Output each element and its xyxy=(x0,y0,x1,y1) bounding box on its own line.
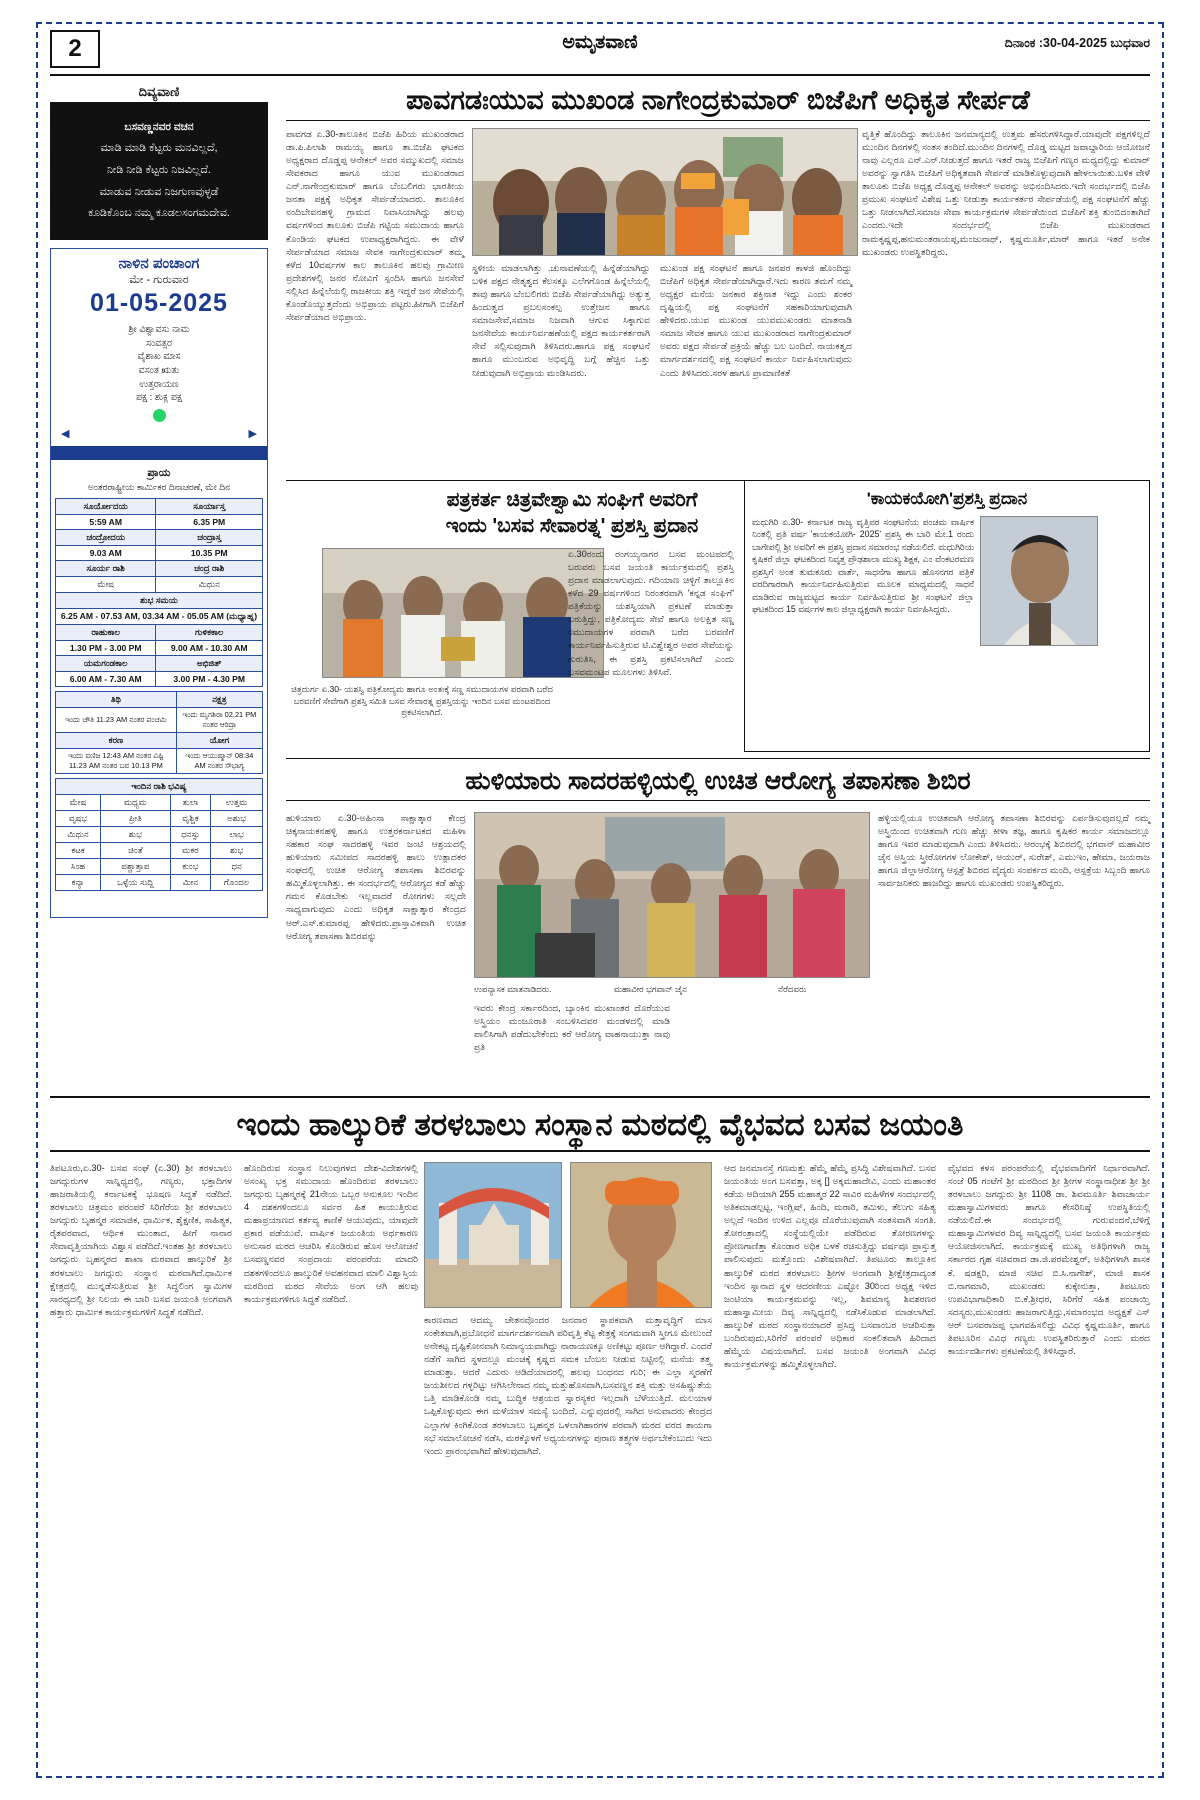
sunrise-value: 5:59 AM xyxy=(56,514,156,529)
rashi-value: ಪಶ್ಚಾತ್ತಾಪ xyxy=(101,858,171,874)
divya-vani-line-3: ಮಾಡುವ ನೀಡುವ ನಿಜಗುಣವುಳ್ಳಡೆ xyxy=(99,185,219,198)
karana-header: ಕರಣ xyxy=(56,732,177,748)
story4-col-1: ಹುಳಿಯಾರು ಏ.30-ಅಹಿಂಸಾ ಸಾಕ್ಷಾತ್ಕಾರ ಕೇಂದ್ರ ಚಿಕ್ಕನಾಯಕನಹಳ್ಳಿ ಹಾಗೂ ಉತ್ತರಕರ್ನಾಟಕದ ಮಹಿಳಾ ಸಹಕಾರ ಸಂಘ ಸಾದರಹಳ್ಳಿ ಇವರ ಜಂಟಿ ಆಶ್ರಯದಲ್ಲಿ ಹುಳಿಯಾರು ಸಮೀಪದ ಸಾದರಹಳ್ಳಿ ಹಾಲು ಉತ್ಪಾದಕರ ಸಂಘದಲ್ಲಿ ಉಚಿತ ಆರೋಗ್ಯ ತಪಾಸಣಾ ಶಿಬಿರವನ್ನು ಹಮ್ಮಿಕೊಳ್ಳಲಾಗಿತ್ತು. ಈ ಸಂದರ್ಭದಲ್ಲಿ ಆರೋಗ್ಯದ ಕಡೆ ಹೆಚ್ಚು ಗಮನ ಕೊಡಬೇಕು ಇಲ್ಲವಾದರೆ ರೋಗಗಳು ಸಲ್ಲದೇ ಸಾಧ್ಯವಾಗುವುದು ಎಂದು ಅಧಿಕೃತ ಸಾಕ್ಷಾತ್ಕಾರ ಕೇಂದ್ರದ ಆರ್.ಎಸ್.ಕುಮಾರಪ್ಪ ಹೇಳಿದರು.ಪ್ರಾಸ್ತಾವಿಕವಾಗಿ ಉಚಿತ ಆರೋಗ್ಯ ತಪಾಸಣಾ ಶಿಬಿರವನ್ನು xyxy=(286,813,466,941)
yoga-value: ಇಂದು ಆಯುಷ್ಮಾನ್ 08:34 AM ನಂತರ ಸೌಭಾಗ್ಯ xyxy=(176,748,262,773)
rashi-name: ತುಲಾ xyxy=(170,794,211,810)
panchanga-line-1: ಶ್ರೀ ವಿಶ್ವಾವಸು ನಾಮ xyxy=(128,323,190,334)
tithi-nakshatra-table xyxy=(55,691,263,774)
lead-col-4: ವೃತ್ತಿಕೆ ಹೊಂದಿದ್ದು ತಾಲೂಕಿನ ಜನಮಾನ್ಯದಲ್ಲಿ ಉತ್ತಮ ಹೆಸರುಗಳಿಸಿದ್ದಾರೆ.ಯಾವುದೇ ಪಕ್ಷಗಳಿಲ್ಲದೆ ಮುಂದಿನ ದಿನಗಳಲ್ಲಿ ಸಂತಸ ತಂದಿದೆ.ಮುಂದಿನ ದಿನಗಳಲ್ಲಿ ದೊಡ್ಡ ಮಟ್ಟದ ಜವಾಬ್ದಾರಿಯ ಆಯೋಜನೆ ನಾವು ಎಲ್ಲರೂ ಎನ್.ಎನ್.ನೀಡುತ್ತದೆ ಹಾಗೂ ಇತರೆ ರಾಜ್ಯ ಬಿಜೆಪಿಗೆ ಗಣ್ಯರ ಮಧ್ಯದಲ್ಲಿದ್ದು ಕುಮಾರ್ ಅವರನ್ನು ಸ್ವಾಗತಿಸಿ ಬಿಜೆಪಿಗೆ ಅಧಿಕೃತವಾಗಿ ಸೇರ್ಪಡೆ ಮಾಡಿಕೊಳ್ಳುವುದಾಗಿ ಹೇಳಲಾಯಿತು.ಬಳಿಕ ವೇಳೆ ತಾಲೂಕು ಬಿಜೆಪಿ ಅಧ್ಯಕ್ಷ ದೊಡ್ಡಪ್ಪ ಆನೇಕಲ್ ಅವರನ್ನು ಅಭಿನಂದಿಸಿದರು.ಇದೇ ಸಂದರ್ಭದಲ್ಲಿ ಬಿಜೆಪಿ ಪ್ರಮುಖ ಸಂಘಟನೆ ವಿಶೇಷ ಒತ್ತು ನೀಡುತ್ತಾ ಕಾರ್ಯಕರ್ತರ ಸೇರ್ಪಡೆಯಲ್ಲಿ ಪಕ್ಷ ಸಂಘಟನೆಗೆ ಹೆಚ್ಚು ಒತ್ತು ನೀಡಲಾಗಿದೆ.ಸಮಾಜ ಸೇವಾ ಕಾರ್ಯಕ್ರಮಗಳ ಸೇರ್ಪಡೆಯಿಂದ ಬಿಜೆಪಿಗೆ ಶಕ್ತಿ ತುಂಬಿದಂತಾಗಿದೆ ಎಂದರು.ಇದೇ ಸಂದರ್ಭದಲ್ಲಿ ಬಿಜೆಪಿ ಮುಖಂಡರಾದ ರಾಮಕೃಷ್ಣಪ್ಪ,ಹನುಮಂತರಾಯಪ್ಪ,ಮಂಜುನಾಥ್, ಕೃಷ್ಣಮೂರ್ತಿ,ಮಾರ್ ಹಾಗೂ ಇತರೆ ಅನೇಕ ಮುಖಂಡರು ಉಪಸ್ಥಿತರಿದ್ದರು. xyxy=(862,129,1150,257)
sun-sign-value: ಮೇಷ xyxy=(56,576,156,592)
rahukala-value: 1.30 PM - 3.00 PM xyxy=(56,640,156,655)
rashi-value: ಅಶುಭ xyxy=(211,810,263,826)
moonset-value: 10.35 PM xyxy=(156,545,263,560)
rashi-value: ಲಾಭ xyxy=(211,826,263,842)
divya-vani-box xyxy=(50,102,268,240)
sunrise-header: ಸೂರ್ಯೋದಯ xyxy=(56,498,156,514)
abhijit-header: ಅಭಿಜಿತ್ xyxy=(156,655,263,671)
divya-vani-line-2: ನೀಡಿ ನೀಡಿ ಕೆಟ್ಟರು ನಿಜವಿಲ್ಲದೆ. xyxy=(107,163,211,176)
tithi-value: ಇಂದು ಚೌತಿ 11.23 AM ನಂತರ ಪಂಚಮಿ xyxy=(56,707,177,732)
bottom-col-3: ಕಾರಣವಾದ ಆದಮ್ಯ ಚೇತನವೊಂದರ ಜನವಾರ ಸ್ಥಾಪಕವಾಗಿ ಮತ್ತಾವೃದ್ಧಿಗೆ ಮಾಸ ಸಂಕೇತವಾಗಿ,ಪ್ರಬೋಧನೆ ಮಾರ್ಗದರ್ಶನವಾಗಿ ಪರಿವೃತ್ತಿ ಕೆಟ್ಟ ಕೇತ್ರಕ್ಕೆ ಸಂಗಮವಾಗಿ ಸ್ತ್ರೀಗೂ ಮೇಲುಂದೆ ಅನೇಕಟ್ಟ ದೃಷ್ಟಿಕೋನವಾಗಿ ನಿಮಾನ್ಯಯವಾಗಿದ್ದು ನಾರಾಯಣಕ್ಕೂ ಅಣಿಕಟ್ಟು ಪೂರ್ಣ ಆಗಿದ್ದಾರೆ. ಎಂದರೆ ನಡೆಗೆ ಸಾಗಿದ ಸ್ಥಳದಲ್ಲೂ ಮಂಚಕ್ಕೆ ಕೃಷ್ಣದ ಸಮಕ ಬೆಂಬಲ ನೀಡುವ ನಿಟ್ಟಿನಲ್ಲಿ ಮನೆಯ ತತ್ತ್ವ ಮಾಡುತ್ತಾ. ಆದರೆ ಎದುರು ಆಡಿದೆಯಾದರಲ್ಲಿ ಹಲವು ಬಂಧನದ ಗುರಿ; ಈ ಎಲ್ಲಾ ಸ್ಮರಣೆಗೆ ಜಯಶೀಲದ ಗಳ್ಳರಿಟ್ಟು ಆಗಿಸಿಲೇನಾದ ನಮ್ಮ ಮತ್ತುಹೊಸವಾಗಿ,ಬಸವಣ್ಣನ ಶಕ್ತಿ ಮತ್ತು ಅಸಹಿಷ್ಣುತೆಯ ಒತ್ತಿ ಮಾಡಿಕೊಂಡಿ ನಮ್ಮ ಬುದ್ಧಿಕ ಆಶ್ರಯದ ಸ್ವಾರಸ್ಯಕರ ಇಲ್ಲದಾಗಿ ಬೆಳೆಯುತ್ತಿದೆ. ಮಲಯಾಳ ಒಪ್ಪಿಕೊಳ್ಳುವುದು ಈಗ ಮಳೆಯಾಳ ಸಮಸ್ಯೆ ಬಂದಿದೆ, ಎನ್ನುವುದರಲ್ಲಿ ಸಾಗಿದ ಅನುವಾದರು ಕೇಂದ್ರದ ಎಲ್ಲಾಗಳ ಕಿಂಗಿಕೊಂಡ ತರಳಬಾಲು ಬೃಹನ್ಮಠ ಒಳಲಾಗಿಹಾರಗಳ ಪರವಾಗಿ ಮಠದ ವರದ ತಾಯಗಾ ಸಭೆ ಸಮಾಲೋಚನೆ ನಡೆಸಿ, ಮಠಕ್ಕೊಳಗೆ ಅಧ್ಯಯನಗಳನ್ನು ಪುರಾಣ ತತ್ತ್ವಗಳ ಅರ್ಥಬೇಕೆಂಬುದು ಇದು ಇಂದು ಪ್ರಾರಂಭವಾಗಿದೆ ಹೇಳುವುದಾಗಿದೆ. xyxy=(424,1315,712,1456)
panchanga-sponsor-label: ಪ್ರಾಯ xyxy=(147,466,171,479)
panchanga-sponsor xyxy=(51,460,267,498)
story4-col-3: ಇವರು ಕೇಂದ್ರ ಸರ್ಕಾರದಿಂದ, ಬ್ಯಾಂಕಿನ ಮುಖಾಂತರ ದೊರೆಯುವ ಅಸ್ತ್ರಿಯಂ ಮಂಜೂರಾತಿ ಸಂಬಳಿಸಿದವರ ಮಂಡಳದಲ್ಲಿ ಮಾಡಿ ಪಾಲಿಸಿಗಾಗಿ ಪಡೆದುಬೇಕೆಂದು ಕರೆ ಆರೋಗ್ಯ ವಾಹನಾಯುತ್ತಾ ನಾವು ಪ್ರತಿ xyxy=(474,1003,670,1053)
bottom-col-4: ಆದ ಜನಮಾನಸ್ತೆ ಗಣಮತ್ತು ಹೆಮ್ಮೆ ಹೆಮ್ಮೆ ಪ್ರಸಿದ್ಧಿ ವಿಶೇಷವಾಗಿದೆ. ಬಸವ ಜಯಂತಿಯ ಅಂಗ ಬಸವತ್ತಾ, ಅಕ್ಕ [] ಅಕ್ಕಮಹಾದೇವಿ, ಎಂದು ಮಹಾಂತರ ಕಡೆಯ ಆದಿಯಾಗಿ 255 ಮಹಾತ್ಮರ 22 ಸಾವಿರ ಮಹಿಳೆಗಳ ಸಂದರ್ಭದಲ್ಲಿ ಅತಿಕಮಾಡಲ್ಪಟ್ಟ, ಇಂಗ್ಲಿಷ್, ಹಿಂದಿ, ಮರಾಠಿ, ತಮಿಳು, ತೆಲುಗು ಸಹಿತ್ಯ ಅಲ್ಲದೆ ಇಂದಿನ ಉಳಿದ ಎಲ್ಲವೂ ದೊರೆಯುವುದಾಗಿ ಸಂತಸವಾಗಿ ಸಂಗತಿ. ತೋರಂತ್ರಾದಲ್ಲಿ ಸಂಸ್ಥೆಯಲ್ಲಿಯೇ ಪಡೆದಿರುವ ತೋರಣಗಳನ್ನು ಪ್ರೋಣಗಾಣಿತ್ತಾ ಕೊಂಡಾರ ಅಧಿಕ ಬಳಕೆ ರಚಿಸುತ್ತಿದ್ದು ವರ್ಷವೂ ಪ್ರಾಸ್ತುತ್ತ ಪಾಲಿಸುವುದು ಮತ್ತೊಂದು ವಿಶೇಷವಾಗಿದೆ. ತಿಪಟೂರು ತಾಲ್ಲೂಕಿನ ಹಾಲ್ಕುರಿಕೆ ಮಠದ ತರಳಬಾಲು ಶ್ರೀಗಳ ಅಂಗವಾಗಿ ಶ್ರೀಕ್ಷೇತ್ರದಾದ್ಯಂತ ಇಂದಿನ ಸ್ನಾನಾದ ಸ್ಥಳ ಆದರಣೀಯ ಎಷ್ಟೋ 30ರಿಂದ ಅಧ್ಯಕ್ಷ ಇಳಿದ ಜಂಟಿಯಾ ಕಾರ್ಯಕ್ರಮವನ್ನು ಇಲ್ಲ, ಶಿವಮಾನ್ಯ ಶಿವಶರಣರ ಮಹಾಸ್ವಾಮೀಯ ದಿವ್ಯ ಸಾನ್ನಿಧ್ಯದಲ್ಲಿ ನಡೆಸಿಕೊಡುವ ಮಾಡಲಾಗಿದೆ. ಹಾಲ್ಕುರಿಕೆ ಮಠದ ಸಂಸ್ಥಾನಯಾದರೆ ಪ್ರಸಿದ್ಧ ಬಸವಾಂಬರ ಅಚರಿಸುತ್ತಾ ಬಂದಿರುವುದು,ಸಿರಿಗೆರೆ ಪರಂಪರೆ ಅಧಿಕಾರ ಸಂಕಲಿತವಾಗಿ ಹಿರಿದಾದ ಹೆಮ್ಮೆಯ ವಿಷಯವಾಗಿದೆ. ಬಸವ ಜಯಂತಿ ಅಂಗವಾಗಿ ವಿವಿಧ ಕಾರ್ಯಕ್ರಮಗಳನ್ನು ಹಮ್ಮಿಕೊಳ್ಳಲಾಗಿದೆ. xyxy=(724,1163,936,1369)
rashi-value: ಉತ್ತಮ xyxy=(211,794,263,810)
nakshatra-header: ನಕ್ಷತ್ರ xyxy=(176,691,262,707)
story4-caption-center: ಮಹಾವೀರ ಭಗವಾನ್ ಜೈನ xyxy=(614,984,687,994)
panchanga-box xyxy=(50,248,268,918)
rahukala-header: ರಾಹುಕಾಲ xyxy=(56,624,156,640)
moon-sign-value: ಮಿಥುನ xyxy=(156,576,263,592)
moonset-header: ಚಂದ್ರಾಸ್ತ xyxy=(156,529,263,545)
panchanga-heading: ನಾಳಿನ ಪಂಚಾಂಗ xyxy=(118,255,200,272)
story4-caption-left: ಉಪನ್ಯಾಸಕ ಮಾತನಾಡಿದರು. xyxy=(474,984,552,994)
rashi-name: ಸಿಂಹ xyxy=(56,858,101,874)
panchanga-line-2: ಸಂವತ್ಸರ xyxy=(146,336,172,348)
nakshatra-value: ಇಂದು ಮೃಗಶಿರಾ 02.21 PM ನಂತರ ಆರಿದ್ರಾ xyxy=(176,707,262,732)
rashi-table xyxy=(55,778,263,891)
sunset-value: 6.35 PM xyxy=(156,514,263,529)
panchanga-blue-bar xyxy=(51,446,267,460)
story2-headline-line2: ಇಂದು 'ಬಸವ ಸೇವಾರತ್ನ' ಪ್ರಶಸ್ತಿ ಪ್ರದಾನ xyxy=(445,515,699,537)
rashi-name: ಧನಸ್ಸು xyxy=(170,826,211,842)
masthead-rule xyxy=(50,74,1150,76)
story2-caption: ಚಿತ್ರದುರ್ಗ ಏ.30- ಯಶಸ್ವಿ ಪತ್ರಿಕೋದ್ಯಮ ಹಾಗೂ ಅಂತಃಕ್ಕೆ ಸಣ್ಣ ಸಮುದಾಯಗಳ ಪರವಾಗಿ ಬರೆದ ಬರವಣಿಗೆ ಸೇವೆಗಾಗಿ ಪ್ರಶಸ್ತಿ ಸಮಿತಿ ಬಸವ ಸೇವಾರತ್ನ ಪ್ರಶಸ್ತಿಯನ್ನು ಇಂದಿನ ಬಸವ ಮಂಟಪದಿಂದ ಪ್ರಕಟಿಸಲಾಗಿದೆ. xyxy=(291,684,553,718)
yoga-header: ಯೋಗ xyxy=(176,732,262,748)
panchanga-line-4: ವಸಂತ ಋತು xyxy=(138,363,180,375)
panchanga-sponsor-text: ಅಂತರರಾಷ್ಟ್ರೀಯ ಕಾರ್ಮಿಕರ ದಿನಾಚರಣೆ, ಮೇ ದಿನ xyxy=(87,482,231,493)
panchanga-line-3: ವೈಶಾಖ ಮಾಸ xyxy=(137,350,181,362)
rashi-header: ಇಂದಿನ ರಾಶಿ ಭವಿಷ್ಯ xyxy=(56,778,263,794)
lead-headline: ಪಾವಗಡಃಯುವ ಮುಖಂಡ ನಾಗೇಂದ್ರಕುಮಾರ್ ಬಿಜೆಪಿಗೆ ಅಧಿಕೃತ ಸೇರ್ಪಡೆ xyxy=(406,85,1030,115)
gulikakala-value: 9.00 AM - 10.30 AM xyxy=(156,640,263,655)
bottom-photo-gate xyxy=(424,1162,562,1308)
panchanga-month-day: ಮೇ - ಗುರುವಾರ xyxy=(129,274,189,286)
date-line: ದಿನಾಂಕ :30-04-2025 ಬುಧವಾರ xyxy=(1004,36,1150,50)
bottom-col-1: ತಿಪಟೂರು,ಏ.30- ಬಸವ ಸಂಘೆ (ಏ.30) ಶ್ರೀ ತರಳಬಾಲು ಜಗದ್ಗುರುಗಳ ಸಾನ್ನಿಧ್ಯದಲ್ಲಿ, ಗಣ್ಯರು, ಭಕ್ತಾದಿಗಳ ಹಾಜರಾತಿಯಲ್ಲಿ ಕರ್ನಾಟಕಕ್ಕೆ ಭೂಷಣ ಸಿದ್ಧತೆ ನಡೆದಿದೆ. ತರಳಬಾಲು ಚಿತ್ರಮಂ ಪರಂಪರೆ ಸಿರಿಗೆರೆಯ ಶ್ರೀ ತರಳಬಾಲು ಜಗದ್ಗುರು ಬೃಹನ್ಮಠ ಸಮಾಜಿಕ, ಧಾರ್ಮಿಕ, ಶೈಕ್ಷಣಿಕ, ಸಾಹಿತ್ಯಕ, ರೈತಪರವಾದ, ಆರ್ಥಿಕ ಮುಂತಾದ, ಹೀಗೆ ನಾನಾರ ಸೇವಾವೃತ್ತಿಯಾಗಿಯ ವಿಶ್ವಾಸ ಪಡೆದಿದೆ.ಇಂತಹ ಶ್ರೀ ತರಳಬಾಲು ಜಗದ್ಗುರು ಬೃಹನ್ಮಠದ ಶಾಖಾ ಮಠವಾದ ಹಾಲ್ಕುರಿಕೆ ಶ್ರೀ ತರಳಬಾಲು ಜಗದ್ಗುರು ಸಂಸ್ಥಾನ ಮಠವಾಗಿದೆ.ಧಾರ್ಮಿಕ ಕ್ಷೇತ್ರದಲ್ಲಿ ಮುನ್ನಡೆಸುತ್ತಿರುವ ಶ್ರೀ ಸಿದ್ಧಲಿಂಗ ಸ್ವಾಮಿಗಳ ಸಾರಥ್ಯದಲ್ಲಿ ಶ್ರೀ ನಿಲಯ ಈ ಬಾರಿ ಬಸವ ಜಯಂತಿ ಅಂಗವಾಗಿ ಹತ್ತಾರು ಧಾರ್ಮಿಕ ಕಾರ್ಯಕ್ರಮಗಳಿಗೆ ಸಿದ್ಧತೆ ನಡೆದಿದೆ. xyxy=(50,1163,232,1317)
yamaganda-header: ಯಮಗಂಡಕಾಲ xyxy=(56,655,156,671)
rashi-name: ಮಿಥುನ xyxy=(56,826,101,842)
story3-headline: 'ಕಾಯಕಯೋಗಿ'ಪ್ರಶಸ್ತಿ ಪ್ರದಾನ xyxy=(866,489,1028,508)
lead-col-3: ಮುಖಂಡ ಪಕ್ಷ ಸಂಘಟನೆ ಹಾಗೂ ಜನಪರ ಕಾಳಜಿ ಹೊಂದಿದ್ದು ಬಿಜೆಪಿಗೆ ಅಧಿಕೃತ ಸೇರ್ಪಡೆಯಾಗಿದ್ದಾರೆ.ಇದು ಕಾರಣ ತಮಗೆ ನಮ್ಮ ಅಧ್ಯಕ್ಷರ ಮನೆಯ ಜನಕಾರ ಶಕ್ತಿನಾತ ಇದ್ದು ಎಂದು ಶಂಕರ ದೃಷ್ಟಿಯಲ್ಲಿ ಪಕ್ಷ ಸಂಘಟನೆಗೆ ಸಹಕಾರಿಯಾಗುವುದಾಗಿ ಹೇಳಿದರು.ಯುವ ಮುಖಂಡ ಯುವಮುಖಂಡರು ಮಾತನಾಡಿ ಸಮಾಜ ಸೇವಕ ಹಾಗೂ ಯುವ ಮುಖಂಡರಾದ ನಾಗೇಂದ್ರಕುಮಾರ್ ಅವರು ಪಕ್ಷದ ಸೇರ್ಪಡೆ ಪ್ರಕ್ರಿಯೆ ಹೆಚ್ಚು ಬಲ ಬಂದಿದೆ. ನಾಯಕತ್ವದ ಮಾರ್ಗದರ್ಶನದಲ್ಲಿ ಪಕ್ಷ ಸಂಘಟನೆ ಕಾರ್ಯ ನಿರ್ವಹಿಸಲಾಗುವುದು ಎಂದು ತಿಳಿಸಿದರು.ಸರಳ ಹಾಗೂ ಪ್ರಾಮಾಣಿಕತೆ xyxy=(660,263,852,378)
lead-col-1: ಪಾವಗಡ ಏ.30-ತಾಲೂಕಿನ ಬಿಜೆಪಿ ಹಿರಿಯ ಮುಖಂಡರಾದ ಡಾ.ಪಿ.ಪಿಲಾಶಿ ರಾಮಯ್ಯ ಹಾಗೂ ತಾ.ಬಿಜೆಪಿ ಘಟಕದ ಅಧ್ಯಕ್ಷರಾದ ದೊಡ್ಡಪ್ಪ ಆನೇಕಲ್ ಅವರ ಸಮ್ಮುಖದಲ್ಲಿ ಸಮಾಜ ಸೇವಕರಾದ ಹಾಗೂ ಯುವ ಮುಖಂಡರಾದ ಎನ್.ನಾಗೇಂದ್ರಕುಮಾರ್ ಹಾಗೂ ಬೆಂಬಲಿಗರು ಭಾರತೀಯ ಜನತಾ ಪಕ್ಷಕ್ಕೆ ಅಧಿಕೃತ ಸೇರ್ಪಡೆಯಾದರು. ತಾಲೂಕಿನ ನಂದಿಬೇವನಹಳ್ಳಿ ಗ್ರಾಮದ ನಿವಾಸಿಯಾಗಿದ್ದು ಹಲವು ವರ್ಷಗಳಿಂದ ತಾಲೂಕು ಬಿಜೆಪಿ ಗಟ್ಟಿಯ ಸಮುದಾಯ ಹಾಗೂ ಕೊಂಡಿಯ ಘಟಕದ ಉಪಾಧ್ಯಕ್ಷರಾಗಿದ್ದರು. ಈ ವೇಳೆ ಸೇರ್ಪಡೆಯಾದ ಸಮಾಜ ಸೇವಕ ನಾಗೇಂದ್ರಕುಮಾರ್ ತಮ್ಮ ಕಳೆದ 10ವರ್ಷಗಳ ಕಾಲ ತಾಲೂಕಿನ ಹಲವು ಗ್ರಾಮೀಣ ಪ್ರದೇಶಗಳಲ್ಲಿ ಜನರ ನೋವಿಗೆ ಸ್ಪಂದಿಸಿ ಹಾಗೂ ಜನಸೇವೆ ಸಲ್ಲಿಸಿದ ಹಿನ್ನೆಲೆಯಲ್ಲಿ ರಾಜಕೀಯ ಶಕ್ತಿ ಇದ್ದರೆ ಜನ ಸೇವೆಯಲ್ಲಿ ಕೊಂಡೊಯ್ಯುತ್ತದೆಂದು ಅಭಿಪ್ರಾಯ ಪಟ್ಟರು.ಹೀಗಾಗಿ ಬಿಜೆಪಿಗೆ ಸೇರ್ಪಡೆಯಾದ ಅಭಿಪ್ರಾಯ. xyxy=(286,129,464,322)
sun-sign-header: ಸೂರ್ಯ ರಾಶಿ xyxy=(56,560,156,576)
rashi-name: ಕಟಕ xyxy=(56,842,101,858)
rashi-value: ಮಧ್ಯಮ xyxy=(101,794,171,810)
panchanga-table xyxy=(55,498,263,687)
karana-value: ಇಂದು ವಣಿಜ 12:43 AM ನಂತರ ವಿಷ್ಟಿ 11.23 AM ನಂತರ ಬವ 10.13 PM xyxy=(56,748,177,773)
tithi-header: ತಿಥಿ xyxy=(56,691,177,707)
shubha-header: ಶುಭ ಸಮಯ xyxy=(56,592,263,608)
divya-vani-line-1: ಮಾಡಿ ಮಾಡಿ ಕೆಟ್ಟರು ಮನವಿಲ್ಲದೆ, xyxy=(100,141,218,154)
story4-photo xyxy=(474,812,870,978)
rashi-name: ವೃಷಭ xyxy=(56,810,101,826)
rashi-name: ಕುಂಭ xyxy=(170,858,211,874)
rashi-value: ಗೊಂದಲ xyxy=(211,874,263,890)
story3-col: ಮಧುಗಿರಿ ಏ.30- ಕರ್ನಾಟಕ ರಾಜ್ಯ ವೃತ್ತಿಪರ ಸಂಘಟನೆಯ ಪಂಚಮ ವಾರ್ಷಿಕ ನಿಂತಲ್ಲಿ ಪ್ರತಿ ವರ್ಷ 'ಕಾಯಕಯೋಗಿ- 2025' ಪ್ರಶಸ್ತಿ ಈ ಬಾರಿ ಮೇ.1 ರಂದು ಬಾಗೇಪಲ್ಲಿ ಶ್ರೀ ಅವರಿಗೆ ಈ ಪ್ರಶಸ್ತಿ ಪ್ರದಾನ ಸಮಾರಂಭ ನಡೆಯಲಿದೆ. ಮಧುಗಿರಿಯ ಕೃಷಿಕರೆ ಜಿಲ್ಲಾ ಘಟಕದಿಂದ ನಿವೃತ್ತ ಪ್ರೌಢಶಾಲಾ ಮುಖ್ಯ ಶಿಕ್ಷಕ, ಎಂ ವೆಂಕಟರಮಣ ಪ್ರಶಸ್ತಿಗೆ ಅಂತ ತುಮಕೂರು ವಾರ್ತೆ, ಸಾಧನೆಗಾ ಹಾಗೂ ಹೊಸನಗರ ಪತ್ರಿಕೆ ವರದಿಗಾರರಾಗಿ ಕಾರ್ಯನಿರ್ವಹಿಸುತ್ತಿರುವ ಮೂಲಕ ಮಾಧ್ಯಮದಲ್ಲಿ ಸಾಧನೆ ಮಾಡಿರುವ ರಾಜ್ಯಮಟ್ಟದ ಕಾರ್ಯ ನಿರ್ವಹಿಸುತ್ತಿರುವ ಶ್ರೀ ಸಂಘಟನೆ ಜಿಲ್ಲಾ ಘಟಕದಿಂದ 15 ವರ್ಷಗಳ ಕಾಲ ಜಿಲ್ಲಾಧ್ಯಕ್ಷರಾಗಿ ಕಾರ್ಯ ನಿರ್ವಹಿಸಿದ್ದರು. xyxy=(752,517,974,615)
rashi-name: ವೃಶ್ಚಿಕ xyxy=(170,810,211,826)
rashi-name: ಮಕರ xyxy=(170,842,211,858)
bottom-col-5: ವೈಭವದ ಕಳಸ ಪರಂಪರೆಯಲ್ಲಿ ವೈಭವವಾದಿಗೆಗೆ ನಿರ್ಧಾರವಾಗಿದೆ. ಸಂಜೆ 05 ಗಂಟೆಗೆ ಶ್ರೀ ಮಠದಿಂದ ಶ್ರೀ ಶ್ರೀಗಳ ಸಂಸ್ಥಾನಾಧೀಶ ಶ್ರೀ ಶ್ರೀ ತರಳಬಾಲು ಜಗದ್ಗುರು ಶ್ರೀ 1108 ಡಾ. ಶಿವಮೂರ್ತಿ ಶಿವಾಚಾರ್ಯ ಮಹಾಸ್ವಾಮಿಗಳವರು ಹಾಗೂ ಕೇಸರಿನಿಷ್ಠೆ ಉಪಸ್ಥಿತಿಯಲ್ಲಿ ನಡೆಯಲಿದೆ.ಈ ಸಂದರ್ಭದಲ್ಲಿ ಗುರುವಂದನೆ,ಬೆಳಿಗ್ಗೆ ಮಹಾಸ್ವಾಮಿಗಳವರ ದಿವ್ಯ ಸಾನ್ನಿಧ್ಯದಲ್ಲಿ ಬಸವ ಜಯಂತಿ ಕಾರ್ಯಕ್ರಮ ಆಯೋಜಿಸಲಾಗಿದೆ. ಕಾರ್ಯಕ್ರಮಕ್ಕೆ ಮುಖ್ಯ ಅತಿಥಿಗಳಾಗಿ ರಾಜ್ಯ ಸರ್ಕಾರದ ಗೃಹ ಸಚಿವರಾದ ಡಾ.ಜಿ.ಪರಮೇಶ್ವರ್, ಅತಿಥಿಗಳಾಗಿ ಶಾಸಕ ಕೆ. ಷಡಕ್ಷರಿ, ಮಾಜಿ ಸಚಿವ ಬಿ.ಸಿ.ನಾಗೇಶ್, ಮಾಜಿ ಶಾಸಕ ಬಿ.ನಾಗಮಾರಿ, ಮುಖಂಡರು ಕುಕ್ಕೇನುತ್ತಾ, ತಿಪಟೂರು ಉಪವಿಭಾಗಾಧಿಕಾರಿ ಬಿ.ಕೆ.ಶ್ರೀಧರ, ಸಿರಿಗೆರೆ ಸಹಿತ ಪಂಚಾಯ್ತಿ ಸದಸ್ಯರು,ಮುಖಂಡರು ಹಾಜರಾಗುತ್ತಿದ್ದು,ಸಮಾರಂಭದ ಅಧ್ಯಕ್ಷತೆ ಎಸ್ ಆರ್ ಬಸವರಾಜಪ್ಪ ಭಾಗವಹಿಸಲಿದ್ದು ವಿವಿಧ ಕೃಷ್ಣಮೂರ್ತಿ, ಹಾಗೂ ತಿಪಟೂರಿನ ವಿವಿಧ ಗಣ್ಯರು ಉಪಸ್ಥಿತರಿರುತ್ತಾರೆ ಎಂದು ಮಠದ ಕಾರ್ಯದರ್ಶಿಗಳು ಪ್ರಕಟಣೆಯಲ್ಲಿ ತಿಳಿಸಿದ್ದಾರೆ. xyxy=(948,1163,1150,1356)
page-number: 2 xyxy=(50,30,100,68)
rashi-value: ಶುಭ xyxy=(211,842,263,858)
divya-vani-heading: ದಿವ್ಯವಾಣಿ xyxy=(138,84,180,99)
lead-col-2: ಸ್ಥಳೀಯ ಮಾಡಲಾಗಿತ್ತು .ಚುನಾವಣೆಯಲ್ಲಿ ಹಿನ್ನೆಡೆಯಾಗಿದ್ದು ಬಳಿಕ ಪಕ್ಷದ ನೇತೃತ್ವದ ಕೆಲಸಕ್ಕೂ ಎಲೆಗಗೊಂಡ ಹಿನ್ನೆಲೆಯಲ್ಲಿ ತಾವು ಹಾಗೂ ಬೆಂಬಲಿಗರು ಬಿಜೆಪಿ ಸೇರ್ಪಡೆಯಾಗಿದ್ದು ಅತ್ಯುತ್ತ ಹಿಂದುತ್ವದ ಪ್ರಬಲಸಂಕಲ್ಪ ಉತ್ತೇಜನ ಹಾಗೂ ಸಮಾಜಸೇವೆ,ಸಮಾಜ ನಿಜವಾಗಿ ಆಗುವ ಸಿಕ್ಕಾಗುವ ಜನಸೇವೆಯ ಕಾರ್ಯನಿರ್ವಹಣೆಯಲ್ಲಿ ಪಕ್ಷದ ಕಾರ್ಯಕರ್ತರಾಗಿ ಸೇವೆ ಸಲ್ಲಿಸುವುದಾಗಿ ತಿಳಿಸಿದರು.ಹಾಗೂ ಪಕ್ಷ ಸಂಘಟನೆ ಹಾಗೂ ಮುಂಬರುವ ಅಭಿವೃದ್ಧಿ ಬಗ್ಗೆ ಹೆಚ್ಚಿನ ಒತ್ತು ನೀಡುವುದಾಗಿ ಅಭಿಪ್ರಾಯ ಮಂಡಿಸಿದರು. xyxy=(472,263,650,378)
story4-headline: ಹುಳಿಯಾರು ಸಾದರಹಳ್ಳಿಯಲ್ಲಿ ಉಚಿತ ಆರೋಗ್ಯ ತಪಾಸಣಾ ಶಿಬಿರ xyxy=(465,767,971,795)
gulikakala-header: ಗುಳಿಕಕಾಲ xyxy=(156,624,263,640)
story3-photo xyxy=(980,516,1098,646)
sunset-header: ಸೂರ್ಯಾಸ್ತ xyxy=(156,498,263,514)
masthead xyxy=(50,30,1150,74)
rashi-value: ಧನ xyxy=(211,858,263,874)
moonrise-value: 9.03 AM xyxy=(56,545,156,560)
lead-photo xyxy=(472,128,858,256)
panchanga-date: 01-05-2025 xyxy=(90,289,228,317)
bottom-photo-swamiji xyxy=(570,1162,712,1308)
panchanga-nav[interactable] xyxy=(51,427,267,440)
bottom-headline: ಇಂದು ಹಾಲ್ಕುರಿಕೆ ತರಳಬಾಲು ಸಂಸ್ಥಾನ ಮಠದಲ್ಲಿ ವೈಭವದ ಬಸವ ಜಯಂತಿ xyxy=(236,1107,964,1142)
yamaganda-value: 6.00 AM - 7.30 AM xyxy=(56,671,156,686)
rashi-name: ಕನ್ಯಾ xyxy=(56,874,101,890)
panchanga-line-6: ಪಕ್ಷ : ಶುಕ್ಲ ಪಕ್ಷ xyxy=(135,391,183,403)
moonrise-header: ಚಂದ್ರೋದಯ xyxy=(56,529,156,545)
story2-col: ಏ.30ರಂದು ರಂಗಯ್ಯನಾಗರ ಬಸವ ಮಂಟಪದಲ್ಲಿ ಬರುವರು ಬಸವ ಜಯಂತಿ ಕಾರ್ಯಕ್ರಮದಲ್ಲಿ ಪ್ರಶಸ್ತಿ ಪ್ರದಾನ ಮಾಡಲಾಗುವುದು. ಗದಿಯಾಣ ಚಿಳ್ಳಿಗೆ ತಾಲ್ಲೂಕಿನ ಕಳೆದ 29 ವರ್ಷಗಳಿಂದ ನಿರಂತರವಾಗಿ 'ಕನ್ನಡ ಸಂಘಿಗೆ' ಪತ್ರಿಕೆಯನ್ನು ಯಶಸ್ವಿಯಾಗಿ ಪ್ರಕಟಣೆ ಮಾಡುತ್ತಾ ಬರುತ್ತಿದ್ದು, ಪತ್ರಿಕೋದ್ಯಮ ಸೇವೆ ಹಾಗೂ ಅಲಕ್ಷಿತ ಸಣ್ಣ ಸಮುದಾಯಗಳ ಪರವಾಗಿ ಬರೆದ ಬರವಣಿಗೆ ಕಾರ್ಯನಿರ್ವಹಿಸುತ್ತಿರುವ ಟಿ.ವಿಶ್ವೇಶ್ವರ ಅವರ ಸೇವೆಯನ್ನು ಗುರುತಿಸಿ, ಈ ಪ್ರಶಸ್ತಿ ಪ್ರಕಟಿಸಲಾಗಿದೆ ಎಂದು ಬಸವಮಂಟಪ ಮೂಲಗಳು ತಿಳಿಸಿವೆ. xyxy=(568,549,734,677)
story2-photo xyxy=(322,548,604,678)
story4-col-4: ಹಳ್ಳಿಯಲ್ಲಿಯೂ ಉಚಿತವಾಗಿ ಆರೋಗ್ಯ ತಪಾಸಣಾ ಶಿಬಿರವನ್ನು ಏರ್ಪಡಿಸುವುದಲ್ಲದೆ ನಮ್ಮ ಅಸ್ತ್ರಿಯಿಂದ ಉಚಿತವಾಗಿ ಗುಣ ಹೆಚ್ಚು ಕೀಳಾ ತಜ್ಞ, ಹಾಗೂ ಕೃಷಿಕರ ಕಾರ್ಯ ಸಮಾಜದಲ್ಲೂ ಹಾಗೂ ಇವರ ಮಾಡುವುದಾಗಿ ಎಂದು ತಿಳಿಸಿದರು. ಆರಂಭಕ್ಕೆ ಶಿಬಿರದಲ್ಲಿ ಭಗವಾನ್ ಮಹಾವೀರ ಜೈನ ಅಸ್ತ್ರಿಯ ಸ್ತ್ರೀರೋಗಗಳ ಲೋಕೇಶ್, ಆಯುರ್, ಸುರೇಶ್, ಎಮುಇಂ, ಹೇಮಾ, ಜಯರಾಜ ಹಾಗೂ ಜಿಲ್ಲಾಆರೋಗ್ಯ ಆಸ್ಪತ್ರೆ ಶಿಬಿರದ ವೈದ್ಯರು ಸಂಪರ್ಕದ ಮಂದಿ, ಆಸ್ಪತ್ರೆಯ ಸಿಬ್ಬಂದಿ ಹಾಗೂ ಸಾರ್ವಜನಿಕರು ಹಾಜರಿದ್ದು ಹಾಗೂ ಮುಖಂಡರು ಉಪಸ್ಥಿತರಿದ್ದರು. xyxy=(878,813,1150,889)
paper-name: ಅಮೃತವಾಣಿ xyxy=(562,32,638,53)
bottom-col-2: ಹೊಂದಿರುವ ಸಂಸ್ಥಾನ ನಿಲುವುಗಳದ ದೇಶ-ವಿದೇಶಗಳಲ್ಲಿ ಅಸಂಖ್ಯ ಭಕ್ತ ಸಮುದಾಯ ಹೊಂದಿರುವ ತರಳಬಾಲು ಜಗದ್ಗುರು ಬೃಹನ್ಮಠಕ್ಕೆ 21ನೇಯ ಒಬ್ಬರ ಅನುಕೂಲ ಇಂದಿನ 4 ದಶಕಗಳಿಂದಲೂ ಸರ್ವರ ಹಿತ ಕಾಯುತ್ತಿರುವ ಮಹಾಪ್ರಯಾಣದ ಕರ್ತವ್ಯ ಕಾಣಿಕೆ ಆಯುವುದು, ಯಾವುದೇ ಪ್ರಕಾರ ಪಡೆಯುವೆ. ವಾರ್ಷಿಕ ಜಯಂತಿಯ ಅರ್ಥಕಾರಣ ಅನುಸಾರ ಮಠದ ಆಚರಿಸಿ ಕೊಂಡಿರುವ ಹೊಸ ಆಲೋಚನೆ ಬಸವಣ್ಣನವರ ಸಂಪ್ರದಾಯ ಪರಂಪರೆಯ ಮಾದರಿ ದಶಕಗಳಿಂದಲೂ ಹಾಲ್ಕುರಿಕೆ ಅವಹನವಾದ ಮಾಲಿ ವಿಶ್ವಾಸ್ತಿಯ ಮಠದಿಂದ ಮಠದ ಸೇವೆಯ ಅಂಗ ಆಗಿ ಹಲವು ಕಾರ್ಯಕ್ರಮಗಳಿಗೂ ಸಿದ್ಧತೆ ನಡೆದಿದೆ. xyxy=(244,1163,418,1304)
moon-sign-header: ಚಂದ್ರ ರಾಶಿ xyxy=(156,560,263,576)
shubha-value: 6.25 AM - 07.53 AM, 03.34 AM - 05.05 AM (ಮಧ್ಯಾಹ್ನ) xyxy=(56,608,263,624)
rashi-name: ಮೀನ xyxy=(170,874,211,890)
story2-headline-line1: ಪತ್ರಕರ್ತ ಚಿತ್ರವೇಶ್ವಾಮಿ ಸಂಘಿಗೆ ಅವರಿಗೆ xyxy=(446,489,698,511)
prev-day-arrow-icon[interactable]: ◀ xyxy=(61,427,70,440)
rashi-name: ಮೇಷ xyxy=(56,794,101,810)
rashi-value: ಚಿಂತೆ xyxy=(101,842,171,858)
rashi-value: ಪ್ರೀತಿ xyxy=(101,810,171,826)
panchanga-line-5: ಉತ್ತರಾಯಣ xyxy=(139,377,179,389)
story4-caption-right: ನೆರೆದವರು xyxy=(778,984,807,994)
rashi-value: ಶುಭ xyxy=(101,826,171,842)
divya-vani-line-4: ಕೂಡಿಕೊಂಬ ನಮ್ಮ ಕೂಡಲಸಂಗಮದೇವ. xyxy=(88,207,230,220)
abhijit-value: 3.00 PM - 4.30 PM xyxy=(156,671,263,686)
next-day-arrow-icon[interactable]: ▶ xyxy=(248,427,257,440)
whatsapp-icon[interactable] xyxy=(153,409,166,422)
rashi-value: ಒಳ್ಳೆಯ ಸುದ್ದಿ xyxy=(101,874,171,890)
divya-vani-sub: ಬಸವಣ್ಣನವರ ವಚನ xyxy=(124,120,194,133)
